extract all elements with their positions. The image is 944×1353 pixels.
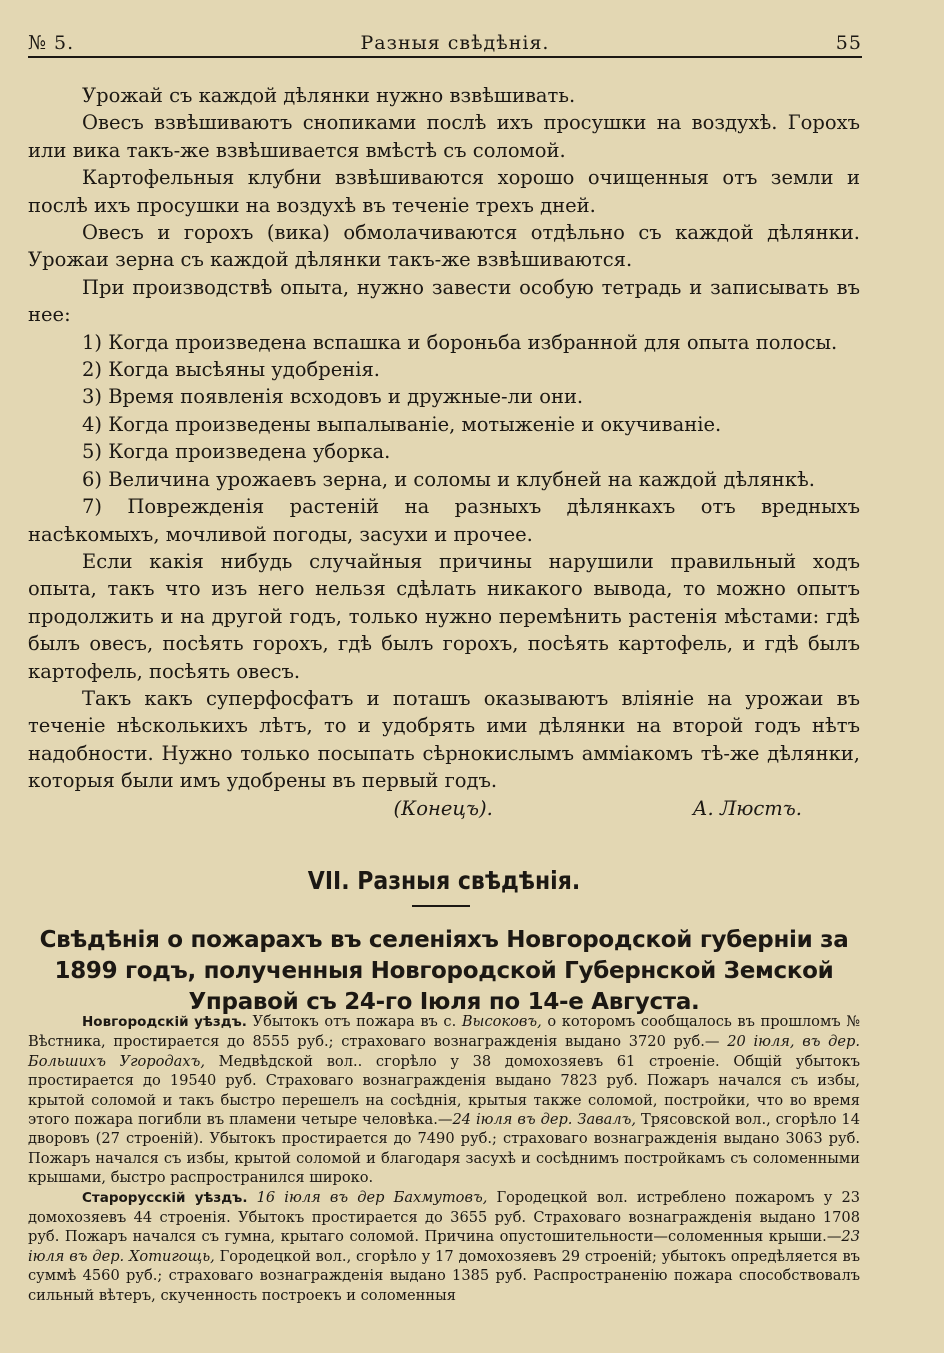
- paragraph: Овесъ и горохъ (вика) обмолачиваются отдѣльно съ каждой дѣлянки. Урожаи зерна съ каждой дѣлянки такъ-же взвѣшиваются.: [28, 221, 860, 272]
- section-title: VII. Разныя свѣдѣнія.: [307, 866, 581, 895]
- report-text: Городецкой вол., сгорѣло у 17 домохозяевъ 29 строеній; убытокъ опредѣляется въ суммѣ 4560 руб.; страховаго вознагражденія выдано 1385 руб. Распространенію пожара способствовалъ сильный вѣтеръ, скученность построекъ и соломенныя: [28, 1247, 860, 1304]
- list-item: 3) Время появленія всходовъ и дружные-ли они.: [82, 385, 584, 409]
- list-item: 5) Когда произведена уборка.: [82, 440, 391, 464]
- district-label: Новгородскій уѣздъ.: [82, 1014, 247, 1030]
- divider: [412, 905, 470, 907]
- report-text: Трясовской вол., сгорѣло 14 дворовъ (27 строеній). Убытокъ простирается до 7490 руб.; страховаго вознагражденія выдано 3063 руб. Пожаръ начался съ избы, крытой соломой и благодаря засухѣ и сосѣднимъ постройкамъ съ соломенными крышами, быстро распространился широко.: [28, 1111, 860, 1187]
- author: А. Люстъ.: [692, 796, 802, 820]
- report-paragraph: [28, 1012, 860, 1188]
- running-header: [28, 22, 862, 58]
- report-text: [247, 1189, 256, 1206]
- report-place: 24 іюля въ дер. Завалъ,: [452, 1111, 637, 1129]
- district-label: Старорусскій уѣздъ.: [82, 1189, 248, 1206]
- report-place: 16 іюля въ дер Бахмутовъ,: [256, 1188, 488, 1206]
- paragraph: Урожай съ каждой дѣлянки нужно взвѣшивать.: [82, 84, 576, 107]
- list-item: 6) Величина урожаевъ зерна, и соломы и клубней на каждой дѣлянкѣ.: [82, 467, 815, 491]
- list-item: 2) Когда высѣяны удобренія.: [82, 358, 381, 382]
- report-place: 20 іюля, въ дер. Большихъ Угородахъ,: [28, 1033, 861, 1070]
- article-body: [28, 82, 860, 822]
- paragraph: Такъ какъ суперфосфатъ и поташъ оказываютъ вліяніе на урожаи въ теченіе нѣсколькихъ лѣтъ, то и удобрять ими дѣлянки на второй годъ нѣтъ надобности. Нужно только посыпать сѣрнокислымъ аммiакомъ тѣ-же дѣлянки, которыя были имъ удобрены въ первый годъ.: [28, 686, 860, 793]
- report-place: Высоковъ,: [461, 1013, 542, 1030]
- paragraph: Если какія нибудь случайныя причины нарушили правильный ходъ опыта, такъ что изъ него нельзя сдѣлать никакого вывода, то можно опытъ продолжить и на другой годъ, только нужно перемѣнить растенія мѣстами: гдѣ былъ овесъ, посѣять горохъ, гдѣ былъ горохъ, посѣять картофель, и гдѣ былъ картофель, посѣять овесъ.: [28, 549, 860, 683]
- report-text: Городецкой вол. истреблено пожаромъ у 23 домохозяевъ 44 строенія. Убытокъ простирается до 3655 руб. Страховаго вознагражденія выдано 1708 руб. Пожаръ начался съ гумна, крытаго соломой. Причина опустошительности—соломенныя крыши.—: [28, 1188, 861, 1246]
- fire-report: [28, 1012, 860, 1305]
- report-paragraph: [28, 1188, 860, 1305]
- running-title: Разныя свѣдѣнія.: [360, 32, 550, 54]
- end-mark: (Конецъ).: [393, 796, 493, 820]
- list-item: 1) Когда произведена вспашка и бороньба избранной для опыта полосы.: [82, 330, 838, 354]
- issue-number: № 5.: [28, 32, 75, 54]
- signature: [28, 795, 860, 822]
- paragraph: Картофельныя клубни взвѣшиваются хорошо очищенныя отъ земли и послѣ ихъ просушки на воздухѣ въ теченіе трехъ дней.: [28, 166, 860, 217]
- article-title: Свѣдѣнія о пожарахъ въ селеніяхъ Новгородской губерніи за 1899 годъ, полученныя Новгородской Губернской Земской Управой съ 24-го Іюля по 14-е Августа.: [39, 927, 849, 1015]
- paragraph: Овесъ взвѣшиваютъ снопиками послѣ ихъ просушки на воздухѣ. Горохъ или вика такъ-же взвѣшивается вмѣстѣ съ соломой.: [28, 111, 860, 162]
- report-text: Медвѣдской вол.. сгорѣло у 38 домохозяевъ 61 строеніе. Общій убытокъ простирается до 19540 руб. Страховаго вознагражденія выдано 7823 руб. Пожаръ начался съ избы, крытой соломой и такъ быстро перешелъ на сосѣднія, крытыя также соломой, постройки, что во время этого пожара погибли въ пламени четыре человѣка.—: [28, 1052, 860, 1129]
- report-text: Убытокъ отъ пожара въ с.: [246, 1013, 462, 1030]
- paragraph: При производствѣ опыта, нужно завести особую тетрадь и записывать въ нее:: [28, 275, 860, 327]
- list-item: 4) Когда произведены выпалываніе, мотыженіе и окучиваніе.: [82, 412, 722, 436]
- paragraph: 7) Поврежденія растеній на разныхъ дѣлянкахъ отъ вредныхъ насѣкомыхъ, мочливой погоды, засухи и прочее.: [28, 495, 860, 546]
- report-text: о которомъ сообщалось въ прошломъ № Вѣстника, простирается до 8555 руб.; страховаго вознагражденія выдано 3720 руб.—: [28, 1013, 861, 1051]
- report-place: 23 іюля въ дер. Хотигощь,: [28, 1228, 860, 1265]
- page-number: 55: [835, 32, 862, 54]
